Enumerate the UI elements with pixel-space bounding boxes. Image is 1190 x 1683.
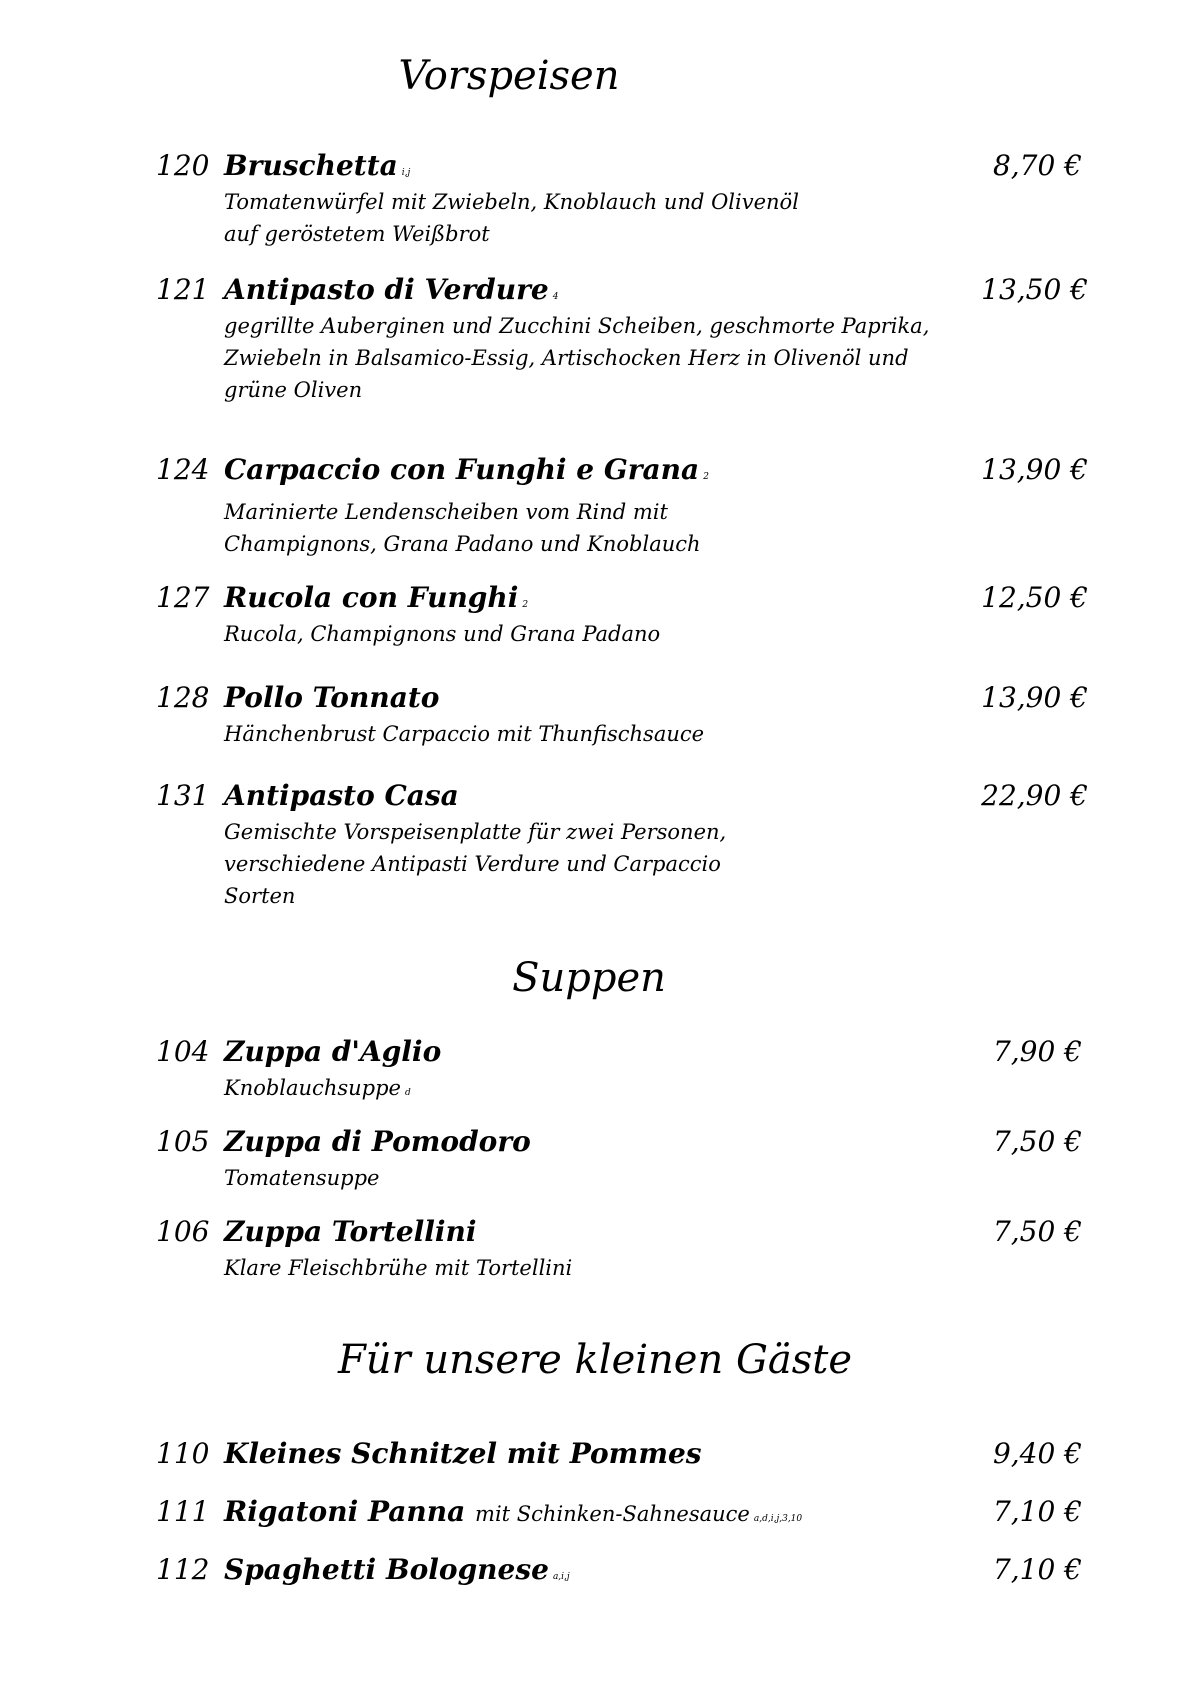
item-description: Marinierte Lendenscheiben vom Rind mit Champignons, Grana Padano und Knoblauch	[224, 500, 701, 556]
item-number: 124	[156, 453, 210, 486]
item-description: Tomatenwürfel mit Zwiebeln, Knoblauch und Olivenöl auf geröstetem Weißbrot	[224, 190, 799, 246]
item-price: 7,10 €	[992, 1495, 1082, 1528]
item-name: Zuppa d'Aglio	[224, 1035, 442, 1068]
item-name: Zuppa di Pomodoro	[224, 1125, 531, 1158]
item-description: Rucola, Champignons und Grana Padano	[224, 622, 661, 646]
item-description: Hänchenbrust Carpaccio mit Thunfischsauce	[224, 722, 705, 746]
item-inline-description: mit Schinken-Sahnesauce	[475, 1502, 750, 1526]
section-title-vorspeisen: Vorspeisen	[398, 53, 620, 99]
item-price: 13,90 €	[981, 681, 1088, 714]
item-name: Zuppa Tortellini	[224, 1215, 477, 1248]
item-description: gegrillte Auberginen und Zucchini Scheiben, geschmorte Paprika, Zwiebeln in Balsamico-Essig, Artischocken Herz in Olivenöl und grüne Oliven	[224, 314, 930, 402]
item-number: 106	[156, 1215, 210, 1248]
allergen-codes: 4	[552, 292, 559, 302]
section-title-suppen: Suppen	[512, 955, 666, 1001]
item-description: Gemischte Vorspeisenplatte für zwei Personen, verschiedene Antipasti Verdure und Carpaccio Sorten	[224, 820, 727, 908]
allergen-codes: i,j	[401, 168, 411, 178]
item-number: 121	[156, 273, 210, 306]
item-number: 128	[156, 681, 210, 714]
allergen-codes: d	[404, 1088, 411, 1098]
item-price: 13,90 €	[981, 453, 1088, 486]
item-price: 13,50 €	[981, 273, 1088, 306]
item-number: 112	[156, 1553, 210, 1586]
item-description: Klare Fleischbrühe mit Tortellini	[224, 1256, 573, 1280]
item-name: Antipasto di Verdure 4	[224, 273, 559, 306]
item-number: 111	[156, 1495, 210, 1528]
item-description: Tomatensuppe	[224, 1166, 380, 1190]
item-price: 9,40 €	[992, 1437, 1082, 1470]
item-name: Spaghetti Bolognese a,i,j	[224, 1553, 570, 1586]
item-price: 7,50 €	[992, 1125, 1082, 1158]
allergen-codes: a,i,j	[552, 1572, 570, 1582]
item-name: Kleines Schnitzel mit Pommes	[224, 1437, 702, 1470]
item-price: 7,10 €	[992, 1553, 1082, 1586]
item-price: 7,50 €	[992, 1215, 1082, 1248]
item-name: Rucola con Funghi 2	[224, 581, 529, 614]
allergen-codes: 2	[522, 600, 529, 610]
item-number: 110	[156, 1437, 210, 1470]
item-number: 104	[156, 1035, 210, 1068]
allergen-codes: 2	[703, 472, 709, 482]
item-number: 105	[156, 1125, 210, 1158]
item-price: 12,50 €	[981, 581, 1088, 614]
item-price: 22,90 €	[981, 779, 1088, 812]
item-name: Carpaccio con Funghi e Grana 2	[224, 453, 709, 486]
item-number: 120	[156, 149, 210, 182]
item-number: 131	[156, 779, 210, 812]
item-description: Knoblauchsuppe d	[224, 1076, 411, 1100]
item-name: Bruschetta i,j	[224, 149, 411, 182]
item-price: 7,90 €	[992, 1035, 1082, 1068]
item-number: 127	[156, 581, 210, 614]
item-name: Pollo Tonnato	[224, 681, 440, 714]
allergen-codes: a,d,i,j,3,10	[753, 1514, 803, 1524]
section-title-kinder: Für unsere kleinen Gäste	[337, 1337, 853, 1383]
item-name: Rigatoni Panna mit Schinken-Sahnesauce a,d,i,j,3,10	[224, 1495, 803, 1528]
item-name: Antipasto Casa	[224, 779, 459, 812]
item-price: 8,70 €	[992, 149, 1082, 182]
